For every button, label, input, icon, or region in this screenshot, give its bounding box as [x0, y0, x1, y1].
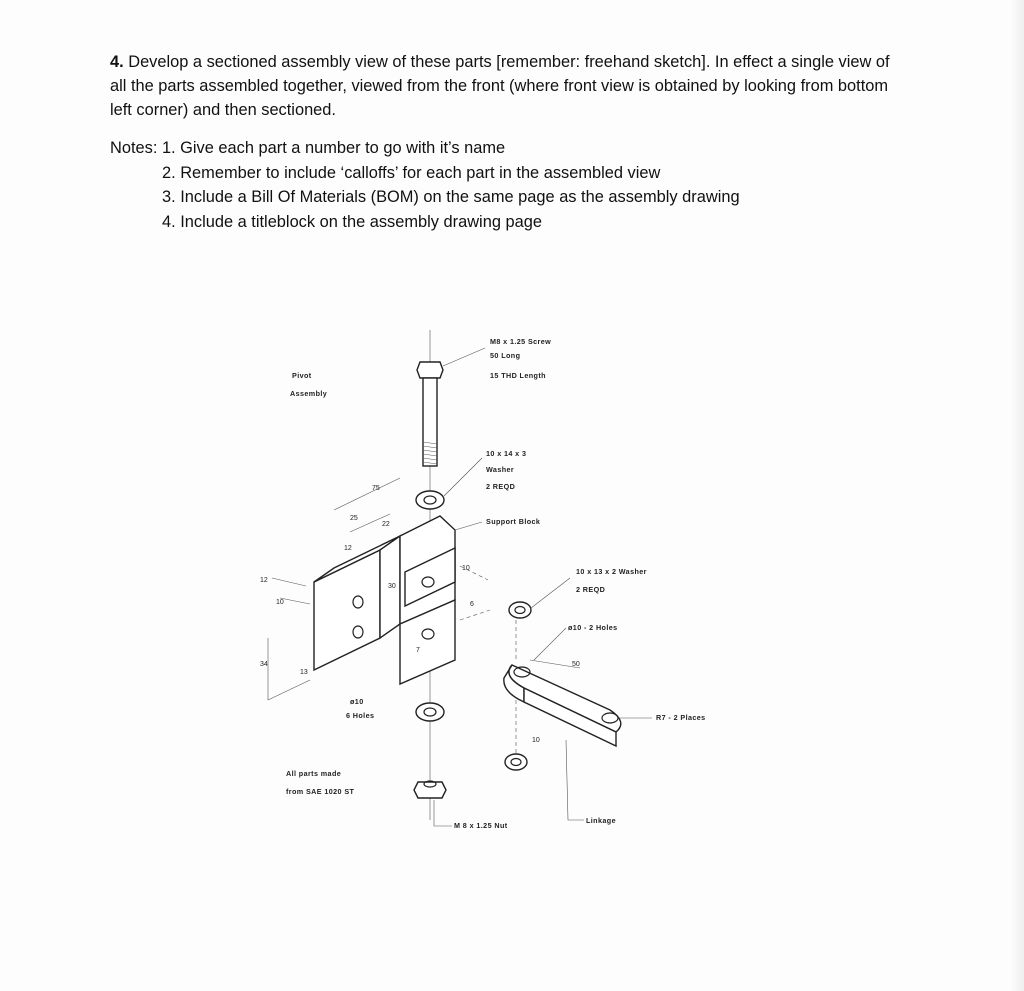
nut-leader: [434, 800, 452, 826]
washer1-leader: [444, 458, 482, 496]
screw-label-2: 50 Long: [490, 351, 521, 360]
washer-bottom: [416, 703, 444, 721]
washer2-leader: [531, 578, 570, 608]
screw-label-3: 15 THD Length: [490, 371, 546, 380]
nut-label: M 8 x 1.25 Nut: [454, 821, 508, 830]
dia-6holes-label-2: 6 Holes: [346, 711, 375, 720]
dim-12b: 12: [260, 577, 268, 584]
dim-7: 7: [416, 647, 420, 654]
dim-25: 25: [350, 515, 358, 522]
linkage-leader: [566, 740, 584, 820]
dim-10b: 10: [462, 565, 470, 572]
note-item-1: 1. Give each part a number to go with it’s name: [161, 139, 506, 157]
notes-heading: Notes:: [110, 139, 162, 157]
washer1-label-3: 2 REQD: [486, 482, 516, 491]
linkage-part: [504, 665, 621, 746]
note-item-3: 3. Include a Bill Of Materials (BOM) on the same page as the assembly drawing: [162, 188, 740, 206]
screw-part: [417, 362, 443, 466]
question-number: 4.: [110, 53, 124, 71]
dim-50: 50: [572, 661, 580, 668]
radius-label: R7 - 2 Places: [656, 713, 706, 722]
dim-34: 34: [260, 661, 268, 668]
screw-label-1: M8 x 1.25 Screw: [490, 337, 552, 346]
washer1-label-2: Washer: [486, 465, 515, 474]
holes-2-label: ø10 - 2 Holes: [568, 623, 618, 632]
support-block-label: Support Block: [486, 517, 541, 526]
nut-part: [414, 781, 446, 798]
washer2-label-2: 2 REQD: [576, 585, 606, 594]
note-item-2: 2. Remember to include ‘calloffs’ for each part in the assembled view: [162, 163, 661, 182]
dim-75: 75: [372, 485, 380, 492]
question-4: [110, 50, 910, 122]
notes-block: [110, 136, 910, 234]
note-item-4: 4. Include a titleblock on the assembly drawing page: [162, 212, 542, 231]
linkage-label: Linkage: [586, 816, 616, 825]
dim-6: 6: [470, 601, 474, 608]
notes-first-line: [110, 136, 910, 161]
assembly-title-2: Assembly: [290, 389, 328, 398]
exploded-isometric-sketch: [250, 320, 706, 840]
dim-30: 30: [388, 583, 396, 590]
washer-right-top: [509, 602, 531, 618]
support-block-part: [314, 516, 455, 684]
screw-leader: [443, 348, 485, 366]
page-edge-shadow: [1010, 0, 1024, 991]
dim-13: 13: [300, 669, 308, 676]
washer-right-bottom: [505, 754, 527, 770]
pivot-assembly-drawing: [250, 320, 706, 840]
dim-22: 22: [382, 521, 390, 528]
assembly-title-1: Pivot: [292, 371, 312, 380]
washer1-label-1: 10 x 14 x 3: [486, 449, 527, 458]
dim-10a: 10: [276, 599, 284, 606]
question-text: Develop a sectioned assembly view of these parts [remember: freehand sketch]. In effect a single view of all the parts assembled together, viewed from the front (where front view is obtained by looking from bottom left corner) and then sectioned.: [110, 53, 890, 119]
dim-12a: 12: [344, 545, 352, 552]
washer-top: [416, 491, 444, 509]
material-note-1: All parts made: [286, 769, 342, 778]
dia-6holes-label-1: ø10: [350, 697, 364, 706]
material-note-2: from SAE 1020 ST: [286, 787, 355, 796]
dim-10c: 10: [532, 737, 540, 744]
washer2-label-1: 10 x 13 x 2 Washer: [576, 567, 647, 576]
holes-leader: [534, 628, 566, 660]
support-leader: [455, 522, 482, 530]
